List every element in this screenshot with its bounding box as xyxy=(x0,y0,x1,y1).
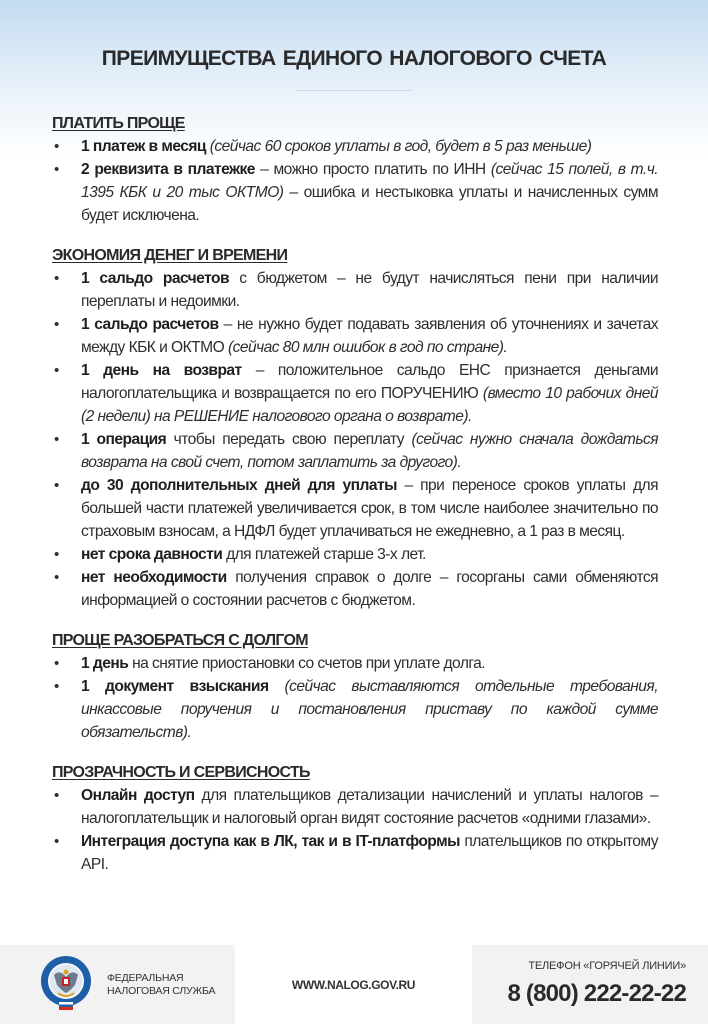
list-item xyxy=(52,474,658,543)
item-text: – не нужно будет подавать заявления об уточнениях и зачетах между КБК и ОКТМО xyxy=(81,316,658,356)
item-note: (сейчас выставляются отдельные требования, инкассовые поручения и постановления приставу по каждой сумме обязательств). xyxy=(81,678,658,741)
item-highlight: 1 платеж в месяц xyxy=(81,138,206,155)
list-item xyxy=(52,267,658,313)
benefits-content xyxy=(52,112,658,893)
item-text xyxy=(269,678,285,695)
bullet-icon: • xyxy=(54,161,59,178)
list-item xyxy=(52,135,658,158)
bullet-icon: • xyxy=(54,138,59,155)
bullet-icon: • xyxy=(54,546,59,563)
item-note: (вместо 10 рабочих дней (2 недели) на РЕШЕНИЕ налогового органа о возврате). xyxy=(81,385,658,425)
benefit-list xyxy=(52,652,658,744)
org-name-line: ФЕДЕРАЛЬНАЯ xyxy=(107,972,184,984)
item-text: получения справок о долге – госорганы сами обменяются информацией о состоянии расчетов с бюджетом. xyxy=(81,569,659,609)
bullet-icon: • xyxy=(54,362,59,379)
bullet-icon: • xyxy=(54,787,59,804)
benefit-list xyxy=(52,135,658,227)
bullet-icon: • xyxy=(54,431,59,448)
bullet-icon: • xyxy=(54,833,59,850)
list-item xyxy=(52,428,658,474)
footer xyxy=(0,945,708,1024)
item-note: (сейчас 60 сроков уплаты в год, будет в 5 раз меньше) xyxy=(209,138,592,155)
org-name-line: НАЛОГОВАЯ СЛУЖБА xyxy=(107,985,216,997)
section-heading: ПРОЗРАЧНОСТЬ И СЕРВИСНОСТЬ xyxy=(52,764,310,781)
item-highlight: Интеграция доступа как в ЛК, так и в IT-платформы xyxy=(81,833,460,850)
section-heading: ПРОЩЕ РАЗОБРАТЬСЯ С ДОЛГОМ xyxy=(52,632,308,649)
bullet-icon: • xyxy=(54,569,59,586)
item-text: для платежей старше 3-х лет. xyxy=(222,546,426,563)
item-highlight: нет необходимости xyxy=(81,569,227,586)
section-save-money-time xyxy=(52,244,658,612)
list-item xyxy=(52,359,658,428)
benefit-list xyxy=(52,267,658,612)
bullet-icon: • xyxy=(54,655,59,672)
item-highlight: нет срока давности xyxy=(81,546,223,563)
fns-emblem-icon xyxy=(40,955,92,1011)
section-pay-easier xyxy=(52,112,658,227)
list-item xyxy=(52,784,658,830)
list-item xyxy=(52,543,658,566)
item-highlight: 1 документ взыскания xyxy=(81,678,269,695)
website-link[interactable]: WWW.NALOG.GOV.RU xyxy=(291,978,416,992)
item-note: (сейчас 80 млн ошибок в год по стране). xyxy=(227,339,508,356)
item-highlight: 1 сальдо расчетов xyxy=(81,270,229,287)
bullet-icon: • xyxy=(54,316,59,333)
page-title: ПРЕИМУЩЕСТВА ЕДИНОГО НАЛОГОВОГО СЧЕТА xyxy=(101,47,607,70)
section-transparency xyxy=(52,761,658,876)
section-debt xyxy=(52,629,658,744)
item-highlight: 1 сальдо расчетов xyxy=(81,316,219,333)
item-highlight: Онлайн доступ xyxy=(81,787,195,804)
list-item xyxy=(52,675,658,744)
footer-hotline-panel xyxy=(472,945,708,1024)
item-text: плательщиков по открытому API. xyxy=(81,833,658,873)
section-heading: ЭКОНОМИЯ ДЕНЕГ И ВРЕМЕНИ xyxy=(52,247,288,264)
item-highlight: до 30 дополнительных дней для уплаты xyxy=(81,477,397,494)
footer-org-panel xyxy=(0,945,235,1024)
hotline-phone-number[interactable]: 8 (800) 222-22-22 xyxy=(507,980,686,1007)
item-text: чтобы передать свою переплату xyxy=(166,431,412,448)
list-item xyxy=(52,566,658,612)
title-divider xyxy=(295,90,413,91)
item-text: на снятие приостановки со счетов при уплате долга. xyxy=(128,655,486,672)
item-highlight: 1 день xyxy=(81,655,129,672)
list-item xyxy=(52,313,658,359)
benefit-list xyxy=(52,784,658,876)
item-note: (сейчас 15 полей, в т.ч. 1395 КБК и 20 тыс ОКТМО) xyxy=(81,161,658,201)
item-tail: – ошибка и нестыковка уплаты и начисленных сумм будет исключена. xyxy=(81,184,658,224)
list-item xyxy=(52,830,658,876)
list-item xyxy=(52,652,658,675)
section-heading: ПЛАТИТЬ ПРОЩЕ xyxy=(52,115,185,132)
item-text: – положительное сальдо ЕНС признается деньгами налогоплательщика и возвращается по его ПОРУЧЕНИЮ xyxy=(81,362,659,402)
item-highlight: 1 день на возврат xyxy=(81,362,242,379)
item-note: (сейчас нужно сначала дождаться возврата на свой счет, потом заплатить за другого). xyxy=(81,431,659,471)
org-name xyxy=(107,972,215,998)
item-highlight: 2 реквизита в платежке xyxy=(81,161,255,178)
item-text: для плательщиков детализации начислений и уплаты налогов – налогоплательщик и налоговый орган видят состояние расчетов «одними глазами». xyxy=(81,787,658,827)
hotline-label: ТЕЛЕФОН «ГОРЯЧЕЙ ЛИНИИ» xyxy=(528,960,686,972)
bullet-icon: • xyxy=(54,270,59,287)
item-text: – при переносе сроков уплаты для большей части платежей увеличивается срок, в том числе наиболее значительно по страховым взносам, а НДФЛ будет уплачиваться не ежедневно, а 1 раз в месяц. xyxy=(81,477,658,540)
list-item xyxy=(52,158,658,227)
item-text: – можно просто платить по ИНН xyxy=(254,161,491,178)
item-highlight: 1 операция xyxy=(81,431,167,448)
bullet-icon: • xyxy=(54,678,59,695)
item-text: с бюджетом – не будут начисляться пени при наличии переплаты и недоимки. xyxy=(81,270,658,310)
bullet-icon: • xyxy=(54,477,59,494)
